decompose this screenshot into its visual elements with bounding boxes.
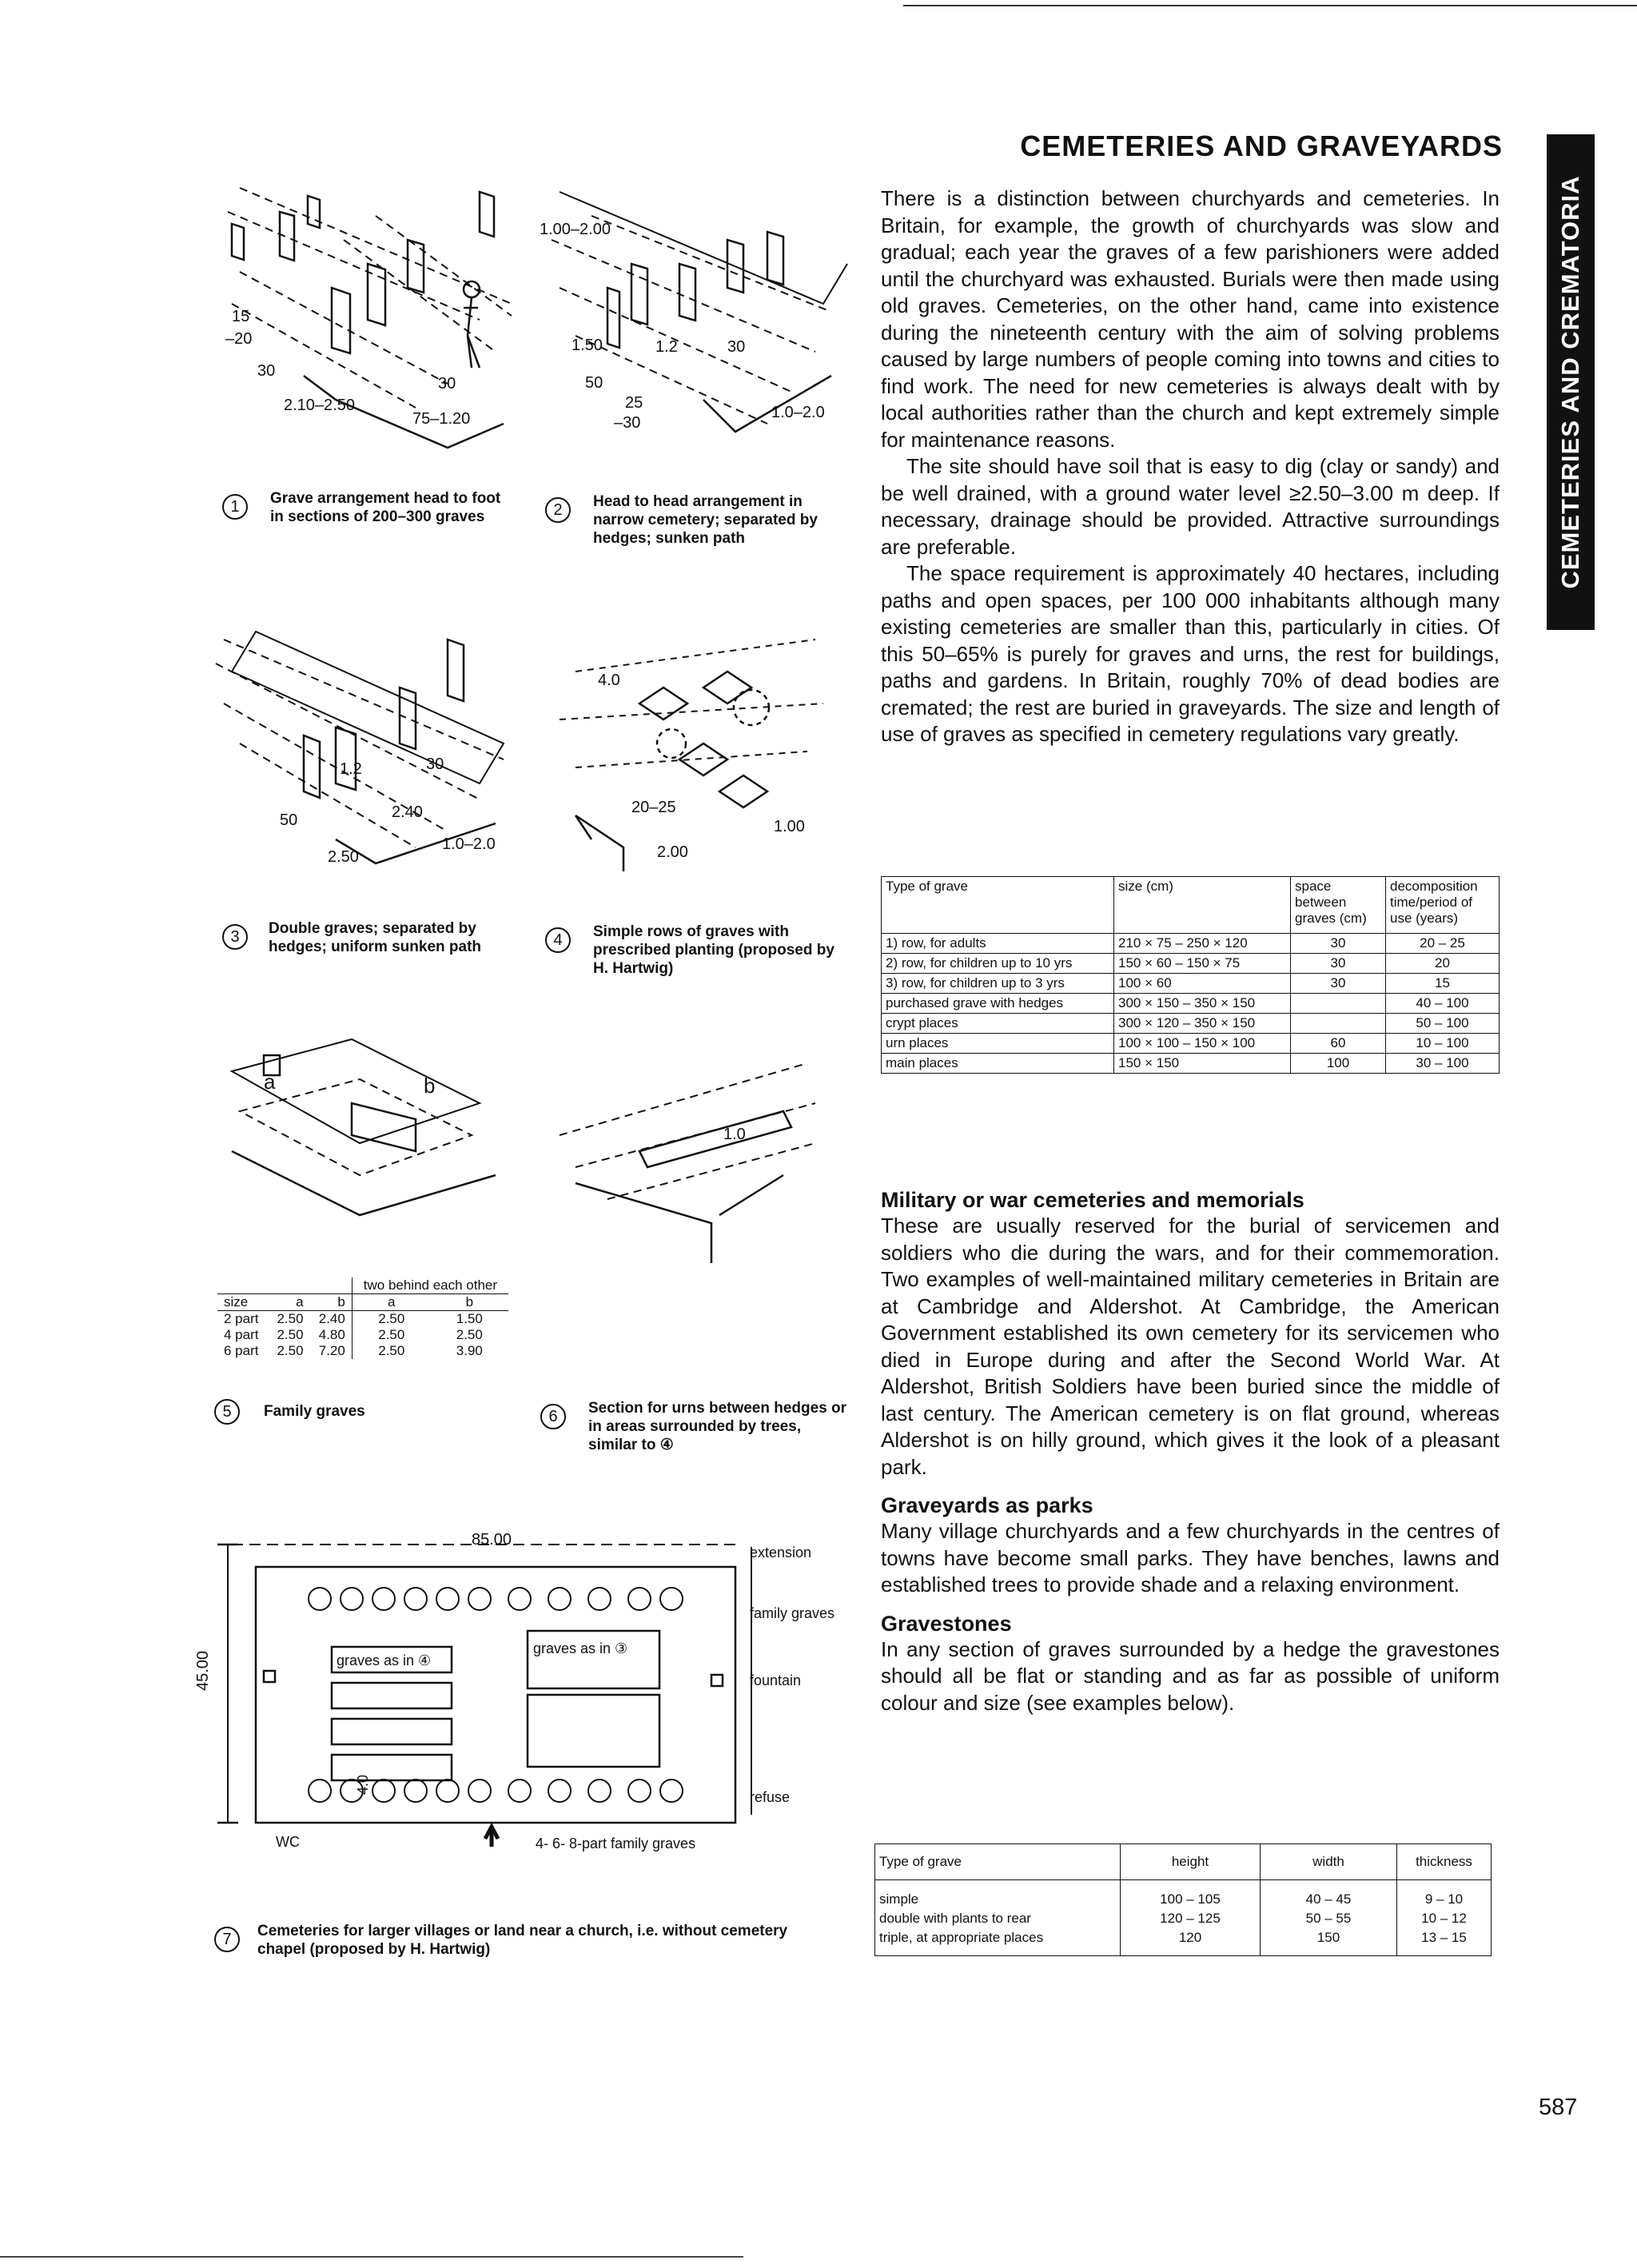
- table-cell: 3) row, for children up to 3 yrs: [882, 974, 1114, 994]
- fig2-dim: 1.0–2.0: [771, 404, 825, 421]
- table-cell: 10 – 12: [1397, 1909, 1492, 1928]
- table-cell: 20: [1386, 954, 1500, 974]
- fig2-dim: 30: [727, 338, 746, 356]
- section-text: These are usually reserved for the burial of servicemen and soldiers who die during the wars, and for their commemoration. Two examples of well-maintained military cemeteries in Britain are at Cambridge and Aldershot. At Cambridge, the American Government established its own cemetery for its servicemen who died in Europe during and after the Second World War. At Aldershot, British Soldiers have been buried since the middle of last century. The American cemetery is on flat ground, whereas Aldershot is on hilly ground, which gives it the look of a pleasant park.: [881, 1214, 1500, 1479]
- fig2-dim: 1.50: [572, 337, 603, 354]
- plan-width-dim: 85.00: [472, 1531, 512, 1549]
- figure-1-drawing: [228, 188, 512, 448]
- section-heading: Gravestones: [881, 1611, 1012, 1636]
- plan-label-family: family graves: [750, 1605, 835, 1621]
- table-row: [882, 1034, 1500, 1054]
- table-cell: 2 part: [224, 1311, 259, 1326]
- table-cell: 100: [1291, 1054, 1386, 1074]
- figures-canvas: [0, 0, 871, 2015]
- plan-center-dim: 4.0: [355, 1774, 371, 1795]
- table-cell: 2.50: [277, 1343, 304, 1358]
- fig1-dim: 15: [232, 308, 250, 325]
- plan-height-dim: 45.00: [194, 1650, 212, 1691]
- table-cell: 6 part: [224, 1343, 259, 1358]
- fig1-dim: 30: [257, 362, 276, 380]
- table-cell: 7.20: [318, 1343, 345, 1358]
- table-row: [875, 1909, 1492, 1928]
- caption-3: 3 Double graves; separated by hedges; uniform sunken path: [224, 919, 520, 956]
- table-cell: 100 – 105: [1121, 1880, 1261, 1910]
- table-row: [875, 1880, 1492, 1910]
- table-cell: 30: [1291, 934, 1386, 954]
- table-cell: simple: [875, 1880, 1121, 1910]
- fig2-dim: 1.00–2.00: [540, 221, 611, 238]
- table-cell: 9 – 10: [1397, 1880, 1492, 1910]
- table-cell: 2.50: [352, 1327, 430, 1343]
- fig6-dim: 1.0: [723, 1126, 746, 1143]
- fig2-dim: 1.2: [655, 338, 678, 356]
- table-row: [875, 1928, 1492, 1956]
- table-row: [217, 1343, 508, 1359]
- table-header-row: [217, 1294, 508, 1311]
- table-header: b: [310, 1294, 352, 1311]
- family-graves-table: [217, 1277, 508, 1359]
- table-cell: 40 – 100: [1386, 994, 1500, 1014]
- figure-6-drawing: [560, 1063, 815, 1263]
- caption-number: 5: [214, 1399, 240, 1425]
- fig1-dim: 2.10–2.50: [284, 397, 355, 414]
- section-text: Many village churchyards and a few churchyards in the centres of towns have become small parks. They have benches, lawns and established trees to provide shade and a relaxing environment.: [881, 1519, 1500, 1596]
- table-cell: 150 × 150: [1114, 1054, 1291, 1074]
- table-cell: 40 – 45: [1261, 1880, 1397, 1910]
- caption-number: 1: [222, 494, 248, 520]
- table-row: [882, 1014, 1500, 1034]
- plan-label-fountain: fountain: [750, 1672, 802, 1688]
- fig2-dim: 25: [625, 394, 643, 412]
- fig5-label-b: b: [424, 1074, 436, 1098]
- section-tab: [1547, 134, 1595, 630]
- fig4-dim: 20–25: [631, 799, 676, 816]
- table-cell: 2.50: [456, 1327, 483, 1342]
- table-cell: [1291, 1014, 1386, 1034]
- table-cell: 1) row, for adults: [882, 934, 1114, 954]
- table-cell: main places: [882, 1054, 1114, 1074]
- fig3-dim: 30: [426, 755, 444, 773]
- table-cell: 3.90: [456, 1343, 483, 1358]
- table-cell: triple, at appropriate places: [875, 1928, 1121, 1956]
- table-cell: 210 × 75 – 250 × 120: [1114, 934, 1291, 954]
- table-cell: 15: [1386, 974, 1500, 994]
- caption-number: 7: [214, 1927, 240, 1952]
- section-heading: Graveyards as parks: [881, 1493, 1093, 1517]
- table-cell: 2.40: [318, 1311, 345, 1326]
- caption-number: 3: [222, 924, 248, 950]
- table-header: b: [431, 1294, 508, 1311]
- fig3-dim: 1.0–2.0: [442, 835, 496, 853]
- table-header: a: [352, 1294, 430, 1311]
- table-cell: urn places: [882, 1034, 1114, 1054]
- page-title: CEMETERIES AND GRAVEYARDS: [1020, 130, 1503, 162]
- caption-number: 2: [545, 497, 571, 523]
- sections: [881, 1188, 1500, 1716]
- table-cell: 300 × 150 – 350 × 150: [1114, 994, 1291, 1014]
- table-cell: 4.80: [318, 1327, 345, 1342]
- table-row: [217, 1327, 508, 1343]
- table-cell: 120: [1121, 1928, 1261, 1956]
- table-cell: 50 – 55: [1261, 1909, 1397, 1928]
- fig2-dim: 50: [585, 374, 603, 392]
- table-group-header: two behind each other: [352, 1277, 508, 1294]
- table-cell: 20 – 25: [1386, 934, 1500, 954]
- plan-label-extension: extension: [750, 1545, 812, 1560]
- bottom-rule: [0, 2256, 743, 2258]
- intro-paragraph: The space requirement is approximately 40 hectares, including paths and open spaces, per 100 000 inhabitants although many existing cemeteries are smaller than this, particularly in cities. Of this 50–65% is purely for graves and urns, the rest for buildings, paths and gardens. In Britain, roughly 70% of dead bodies are cremated; the rest are buried in graveyards. The size and length of use of graves as specified in cemetery regulations vary greatly.: [881, 561, 1500, 746]
- figure-7-plan: [217, 1545, 751, 1847]
- caption-7: 7 Cemeteries for larger villages or land near a church, i.e. without cemetery chapel (proposed by H. Hartwig): [214, 1922, 838, 1959]
- top-rule: [903, 5, 1637, 6]
- table-cell: 120 – 125: [1121, 1909, 1261, 1928]
- table-header: Type of grave: [875, 1844, 1121, 1880]
- table-row: [882, 994, 1500, 1014]
- table-header-row: [882, 877, 1500, 934]
- caption-5: 5 Family graves: [214, 1402, 454, 1421]
- table-header: height: [1121, 1844, 1261, 1880]
- table-cell: 2.50: [277, 1327, 304, 1342]
- table-header: decomposition time/period of use (years): [1386, 877, 1500, 934]
- table-cell: [1291, 994, 1386, 1014]
- gravestone-table: [874, 1843, 1492, 1956]
- table-header: space between graves (cm): [1291, 877, 1386, 934]
- table-cell: 2.50: [277, 1311, 304, 1326]
- section-text: In any section of graves surrounded by a hedge the gravestones should all be flat or standing and as far as possible of uniform colour and size (see examples below).: [881, 1636, 1500, 1715]
- table-cell: 300 × 120 – 350 × 150: [1114, 1014, 1291, 1034]
- table-cell: 2.50: [352, 1343, 430, 1359]
- section-tab-label: CEMETERIES AND CREMATORIA: [1556, 175, 1584, 589]
- table-row: [882, 974, 1500, 994]
- table-cell: 30: [1291, 974, 1386, 994]
- plan-bottom-label: 4- 6- 8-part family graves: [536, 1836, 696, 1851]
- table-cell: 100 × 100 – 150 × 100: [1114, 1034, 1291, 1054]
- fig1-dim: –20: [225, 330, 253, 348]
- caption-6: 6 Section for urns between hedges or in areas surrounded by trees, similar to ④: [540, 1399, 852, 1454]
- table-cell: 150 × 60 – 150 × 75: [1114, 954, 1291, 974]
- table-cell: 60: [1291, 1034, 1386, 1054]
- table-cell: 13 – 15: [1397, 1928, 1492, 1956]
- plan-label-refuse: refuse: [750, 1789, 791, 1805]
- table-header: size: [217, 1294, 268, 1311]
- fig1-dim: 75–1.20: [412, 410, 471, 428]
- fig3-dim: 2.40: [392, 803, 423, 821]
- caption-number: 6: [540, 1404, 566, 1429]
- fig3-dim: 50: [280, 811, 298, 829]
- table-header: a: [268, 1294, 309, 1311]
- table-row: [882, 934, 1500, 954]
- caption-1: 1 Grave arrangement head to foot in sections of 200–300 graves: [225, 489, 513, 526]
- grave-size-table: [881, 876, 1500, 1074]
- table-row: [217, 1311, 508, 1328]
- table-cell: 2) row, for children up to 10 yrs: [882, 954, 1114, 974]
- intro-paragraph: There is a distinction between churchyards and cemeteries. In Britain, for example, the growth of churchyards was slow and gradual; each year the graves of a few parishioners were added until the churchyard was exhausted. Burials were then made using old graves. Cemeteries, on the other hand, came into existence during the nineteenth century with the aim of solving problems caused by large numbers of people coming into towns and cities to find work. The need for new cemeteries is always dealt with by local authorities rather than the church and kept extremely simple for maintenance reasons.: [881, 186, 1500, 452]
- caption-2: 2 Head to head arrangement in narrow cemetery; separated by hedges; sunken path: [545, 492, 849, 548]
- table-cell: crypt places: [882, 1014, 1114, 1034]
- table-cell: 100 × 60: [1114, 974, 1291, 994]
- table-cell: 30 – 100: [1386, 1054, 1500, 1074]
- table-cell: 4 part: [224, 1327, 259, 1342]
- table-header: Type of grave: [882, 877, 1114, 934]
- table-header: size (cm): [1114, 877, 1291, 934]
- intro-text: [881, 185, 1500, 748]
- table-header: thickness: [1397, 1844, 1492, 1880]
- figure-5-drawing: [232, 1039, 496, 1215]
- fig5-label-a: a: [264, 1070, 276, 1094]
- plan-label-left: graves as in ④: [337, 1652, 432, 1668]
- fig3-dim: 1.2: [340, 760, 362, 778]
- fig4-dim: 1.00: [774, 818, 805, 835]
- table-row: [882, 1054, 1500, 1074]
- fig3-dim: 2.50: [328, 848, 359, 866]
- table-header-row: [875, 1844, 1492, 1880]
- table-cell: purchased grave with hedges: [882, 994, 1114, 1014]
- caption-4: 4 Simple rows of graves with prescribed planting (proposed by H. Hartwig): [545, 923, 849, 978]
- fig1-dim: 30: [438, 375, 456, 393]
- fig2-dim: –30: [614, 414, 641, 432]
- table-header-row: [217, 1277, 508, 1294]
- section-heading: Military or war cemeteries and memorials: [881, 1188, 1304, 1212]
- table-cell: 30: [1291, 954, 1386, 974]
- table-cell: 1.50: [456, 1311, 483, 1326]
- table-cell: 50 – 100: [1386, 1014, 1500, 1034]
- plan-label-right: graves as in ③: [533, 1640, 628, 1656]
- table-cell: 10 – 100: [1386, 1034, 1500, 1054]
- table-cell: double with plants to rear: [875, 1909, 1121, 1928]
- figure-3-drawing: [216, 632, 504, 863]
- table-row: [882, 954, 1500, 974]
- page-number: 587: [1539, 2095, 1578, 2120]
- fig4-dim: 4.0: [598, 672, 620, 689]
- intro-paragraph: The site should have soil that is easy to dig (clay or sandy) and be well drained, with a ground water level ≥2.50–3.00 m deep. If necessary, drainage should be provided. Attractive surroundings are preferable.: [881, 454, 1500, 559]
- caption-number: 4: [545, 927, 571, 953]
- fig4-dim: 2.00: [657, 843, 688, 861]
- table-header: width: [1261, 1844, 1397, 1880]
- table-cell: 2.50: [352, 1311, 430, 1328]
- table-cell: 150: [1261, 1928, 1397, 1956]
- plan-wc: WC: [276, 1834, 300, 1850]
